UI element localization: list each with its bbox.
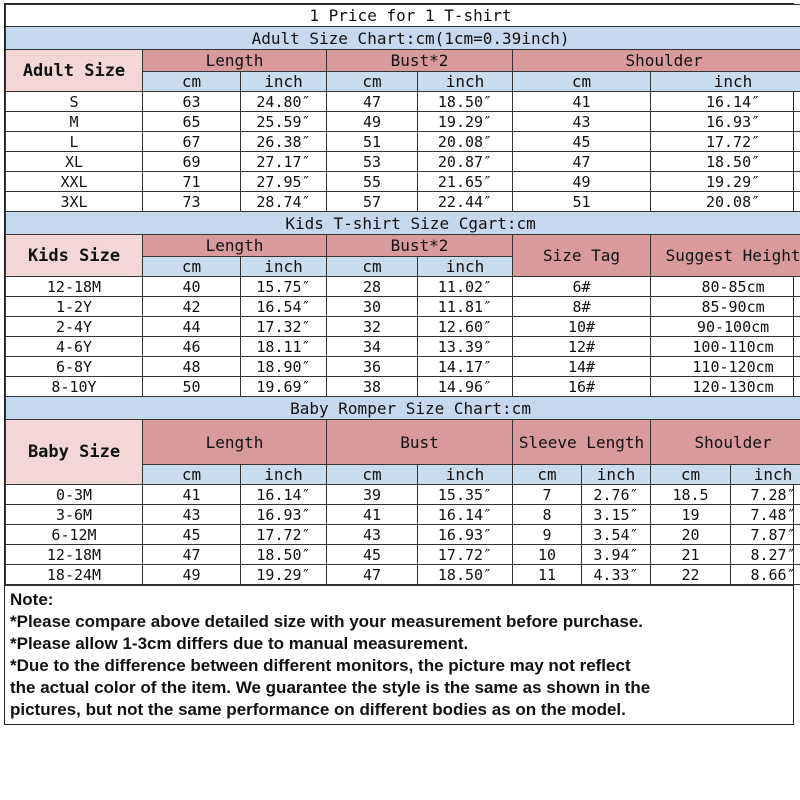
- unit-header: inch: [418, 465, 513, 485]
- notes-section: [5, 585, 793, 724]
- unit-header: inch: [651, 72, 800, 92]
- table-row: [6, 337, 800, 357]
- unit-header: cm: [513, 465, 582, 485]
- table-row: [6, 377, 800, 397]
- kids-length-header: Length: [143, 235, 327, 257]
- adult-shoulder-header: Shoulder: [513, 50, 800, 72]
- table-cell: 73: [143, 192, 241, 212]
- table-cell: 32: [327, 317, 418, 337]
- table-cell: 21.65″: [418, 172, 513, 192]
- table-row: [6, 565, 800, 585]
- size-cell: 12-18M: [6, 277, 143, 297]
- sleeve-length-header: Sleeve Length: [513, 420, 651, 465]
- size-cell: XL: [6, 152, 143, 172]
- table-cell: 3.94″: [582, 545, 651, 565]
- table-cell: 10#: [513, 317, 651, 337]
- table-cell: 45: [513, 132, 651, 152]
- table-cell: 47: [327, 565, 418, 585]
- table-cell: 47: [513, 152, 651, 172]
- adult-bust-header: Bust*2: [327, 50, 513, 72]
- table-cell: 3.15″: [582, 505, 651, 525]
- table-cell: 11.81″: [418, 297, 513, 317]
- unit-header: cm: [513, 72, 651, 92]
- table-cell: 12.60″: [418, 317, 513, 337]
- table-cell: 39: [327, 485, 418, 505]
- table-cell: 20.08″: [418, 132, 513, 152]
- table-cell: 45: [327, 545, 418, 565]
- unit-header: inch: [241, 465, 327, 485]
- table-cell: 26.38″: [241, 132, 327, 152]
- unit-header: cm: [143, 465, 241, 485]
- table-cell: 71: [143, 172, 241, 192]
- table-row: [6, 192, 800, 212]
- table-cell: 49: [513, 172, 651, 192]
- table-cell: 19.29″: [418, 112, 513, 132]
- table-cell: 49: [327, 112, 418, 132]
- table-cell: 8.27″: [731, 545, 800, 565]
- table-cell: 15.75″: [241, 277, 327, 297]
- size-cell: 1-2Y: [6, 297, 143, 317]
- table-cell: 120-130cm: [651, 377, 800, 397]
- table-cell: 28: [327, 277, 418, 297]
- table-cell: 17.72″: [651, 132, 800, 152]
- page-title: 1 Price for 1 T-shirt: [6, 5, 800, 27]
- unit-header: inch: [418, 72, 513, 92]
- table-row: [6, 152, 800, 172]
- table-cell: 19: [651, 505, 731, 525]
- unit-header: inch: [241, 257, 327, 277]
- table-cell: 42: [143, 297, 241, 317]
- note-heading: Note:: [10, 590, 54, 609]
- table-cell: 8.66″: [731, 565, 800, 585]
- table-row: [6, 505, 800, 525]
- table-cell: 14.96″: [418, 377, 513, 397]
- table-cell: 69: [143, 152, 241, 172]
- table-cell: 38: [327, 377, 418, 397]
- kids-heading-row: [6, 212, 800, 235]
- table-cell: 49: [143, 565, 241, 585]
- adult-chart-heading: Adult Size Chart:cm(1cm=0.39inch): [6, 27, 800, 50]
- table-cell: 19.29″: [651, 172, 800, 192]
- table-cell: 16.93″: [418, 525, 513, 545]
- table-cell: 18.50″: [418, 565, 513, 585]
- table-cell: 18.50″: [651, 152, 800, 172]
- baby-heading-row: [6, 397, 800, 420]
- size-cell: 3XL: [6, 192, 143, 212]
- baby-size-header: Baby Size: [6, 420, 143, 485]
- note-line: *Please compare above detailed size with your measurement before purchase.: [10, 612, 644, 631]
- table-cell: 18.5: [651, 485, 731, 505]
- table-cell: 55: [327, 172, 418, 192]
- table-cell: 3.54″: [582, 525, 651, 545]
- note-line: *Due to the difference between different monitors, the picture may not reflect: [10, 656, 631, 675]
- table-cell: 16.14″: [241, 485, 327, 505]
- note-line: *Please allow 1-3cm differs due to manual measurement.: [10, 634, 469, 653]
- table-cell: 8#: [513, 297, 651, 317]
- table-cell: 15.35″: [418, 485, 513, 505]
- size-cell: S: [6, 92, 143, 112]
- table-cell: 20.87″: [418, 152, 513, 172]
- table-cell: 16#: [513, 377, 651, 397]
- size-cell: L: [6, 132, 143, 152]
- table-cell: 7.48″: [731, 505, 800, 525]
- table-row: [6, 357, 800, 377]
- table-cell: 46: [143, 337, 241, 357]
- table-cell: 43: [327, 525, 418, 545]
- table-cell: 27.95″: [241, 172, 327, 192]
- table-cell: 20.08″: [651, 192, 800, 212]
- table-cell: 47: [327, 92, 418, 112]
- unit-header: cm: [327, 72, 418, 92]
- baby-length-header: Length: [143, 420, 327, 465]
- table-cell: 16.93″: [651, 112, 800, 132]
- table-row: [6, 277, 800, 297]
- table-cell: 28.74″: [241, 192, 327, 212]
- unit-header: inch: [731, 465, 800, 485]
- size-cell: 4-6Y: [6, 337, 143, 357]
- table-cell: 44: [143, 317, 241, 337]
- table-cell: 14.17″: [418, 357, 513, 377]
- table-cell: 47: [143, 545, 241, 565]
- table-row: [6, 92, 800, 112]
- kids-size-header: Kids Size: [6, 235, 143, 277]
- title-row: [6, 5, 800, 27]
- table-cell: 16.14″: [418, 505, 513, 525]
- size-cell: 2-4Y: [6, 317, 143, 337]
- size-cell: 8-10Y: [6, 377, 143, 397]
- adult-group-row: [6, 50, 800, 72]
- adult-size-header: Adult Size: [6, 50, 143, 92]
- size-cell: 6-8Y: [6, 357, 143, 377]
- table-cell: 65: [143, 112, 241, 132]
- table-cell: 24.80″: [241, 92, 327, 112]
- unit-header: cm: [143, 72, 241, 92]
- table-cell: 40: [143, 277, 241, 297]
- size-cell: 12-18M: [6, 545, 143, 565]
- table-cell: 17.72″: [241, 525, 327, 545]
- table-cell: 57: [327, 192, 418, 212]
- table-cell: 51: [513, 192, 651, 212]
- adult-length-header: Length: [143, 50, 327, 72]
- table-cell: 41: [327, 505, 418, 525]
- suggest-height-header: Suggest Height: [651, 235, 800, 277]
- size-cell: 0-3M: [6, 485, 143, 505]
- table-cell: 18.50″: [418, 92, 513, 112]
- table-cell: 45: [143, 525, 241, 545]
- table-cell: 25.59″: [241, 112, 327, 132]
- table-cell: 67: [143, 132, 241, 152]
- table-cell: 13.39″: [418, 337, 513, 357]
- table-cell: 18.50″: [241, 545, 327, 565]
- unit-header: inch: [241, 72, 327, 92]
- table-cell: 80-85cm: [651, 277, 800, 297]
- table-cell: 16.14″: [651, 92, 800, 112]
- table-cell: 7: [513, 485, 582, 505]
- table-cell: 16.54″: [241, 297, 327, 317]
- table-row: [6, 545, 800, 565]
- table-row: [6, 485, 800, 505]
- table-cell: 7.87″: [731, 525, 800, 545]
- size-tag-header: Size Tag: [513, 235, 651, 277]
- unit-header: cm: [651, 465, 731, 485]
- table-cell: 10: [513, 545, 582, 565]
- table-cell: 14#: [513, 357, 651, 377]
- table-cell: 18.11″: [241, 337, 327, 357]
- table-cell: 43: [143, 505, 241, 525]
- table-cell: 11: [513, 565, 582, 585]
- kids-bust-header: Bust*2: [327, 235, 513, 257]
- table-row: [6, 317, 800, 337]
- table-cell: 34: [327, 337, 418, 357]
- table-cell: 22.44″: [418, 192, 513, 212]
- unit-header: cm: [143, 257, 241, 277]
- table-cell: 18.90″: [241, 357, 327, 377]
- table-cell: 41: [143, 485, 241, 505]
- table-cell: 21: [651, 545, 731, 565]
- table-cell: 36: [327, 357, 418, 377]
- table-row: [6, 112, 800, 132]
- table-cell: 9: [513, 525, 582, 545]
- size-cell: 18-24M: [6, 565, 143, 585]
- table-cell: 11.02″: [418, 277, 513, 297]
- table-cell: 19.69″: [241, 377, 327, 397]
- unit-header: cm: [327, 257, 418, 277]
- baby-group-row: [6, 420, 800, 465]
- table-cell: 7.28″: [731, 485, 800, 505]
- table-row: [6, 525, 800, 545]
- table-cell: 90-100cm: [651, 317, 800, 337]
- table-cell: 16.93″: [241, 505, 327, 525]
- note-line: the actual color of the item. We guarantee the style is the same as shown in the: [10, 678, 651, 697]
- table-row: [6, 297, 800, 317]
- table-cell: 50: [143, 377, 241, 397]
- size-cell: M: [6, 112, 143, 132]
- unit-header: inch: [582, 465, 651, 485]
- table-cell: 19.29″: [241, 565, 327, 585]
- table-cell: 48: [143, 357, 241, 377]
- table-row: [6, 132, 800, 152]
- size-chart-sheet: [4, 3, 800, 725]
- unit-header: cm: [327, 465, 418, 485]
- table-cell: 12#: [513, 337, 651, 357]
- table-cell: 41: [513, 92, 651, 112]
- table-cell: 51: [327, 132, 418, 152]
- note-line: pictures, but not the same performance on different bodies as on the model.: [10, 700, 626, 719]
- size-cell: 3-6M: [6, 505, 143, 525]
- table-cell: 53: [327, 152, 418, 172]
- table-cell: 6#: [513, 277, 651, 297]
- table-cell: 27.17″: [241, 152, 327, 172]
- size-chart-table: [5, 4, 800, 585]
- size-cell: XXL: [6, 172, 143, 192]
- table-cell: 85-90cm: [651, 297, 800, 317]
- table-cell: 110-120cm: [651, 357, 800, 377]
- table-cell: 22: [651, 565, 731, 585]
- baby-bust-header: Bust: [327, 420, 513, 465]
- kids-chart-heading: Kids T-shirt Size Cgart:cm: [6, 212, 800, 235]
- table-cell: 17.72″: [418, 545, 513, 565]
- baby-chart-heading: Baby Romper Size Chart:cm: [6, 397, 800, 420]
- table-cell: 2.76″: [582, 485, 651, 505]
- size-cell: 6-12M: [6, 525, 143, 545]
- table-cell: 4.33″: [582, 565, 651, 585]
- adult-heading-row: [6, 27, 800, 50]
- table-cell: 20: [651, 525, 731, 545]
- kids-group-row: [6, 235, 800, 257]
- table-cell: 8: [513, 505, 582, 525]
- table-cell: 30: [327, 297, 418, 317]
- unit-header: inch: [418, 257, 513, 277]
- baby-shoulder-header: Shoulder: [651, 420, 800, 465]
- table-cell: 100-110cm: [651, 337, 800, 357]
- table-cell: 63: [143, 92, 241, 112]
- table-cell: 43: [513, 112, 651, 132]
- table-row: [6, 172, 800, 192]
- table-cell: 17.32″: [241, 317, 327, 337]
